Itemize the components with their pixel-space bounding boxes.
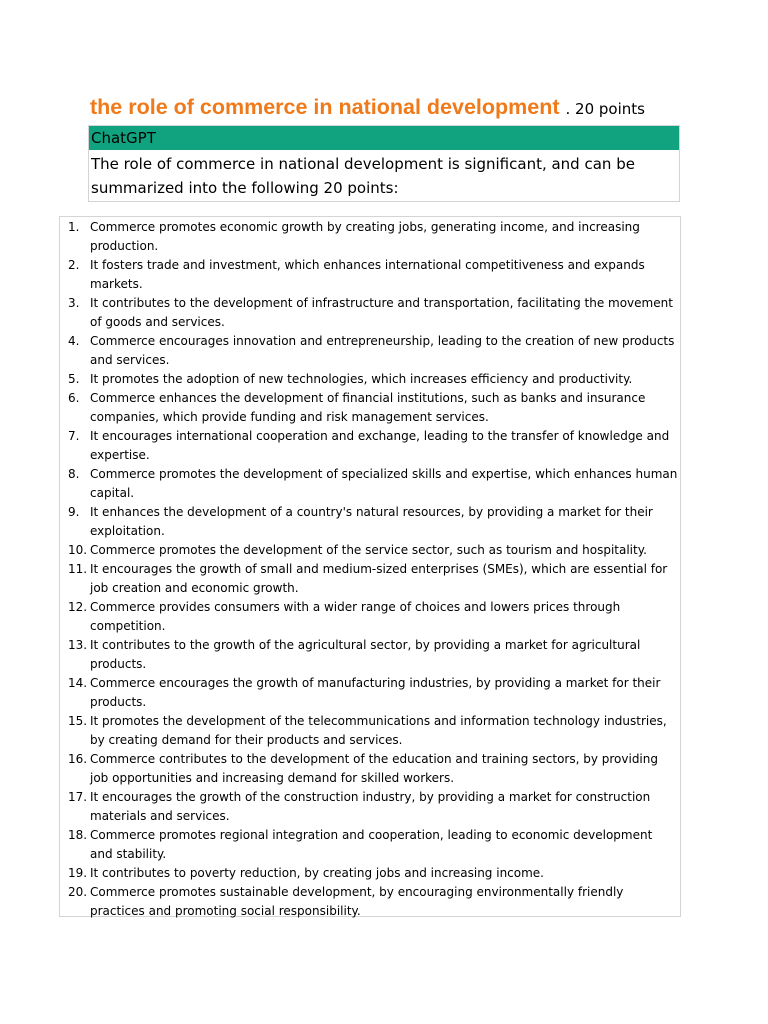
- list-item-number: 19.: [68, 866, 88, 880]
- list-item-number: 13.: [68, 638, 88, 652]
- list-item-number-cell: [60, 465, 90, 484]
- list-item-number: 10.: [68, 543, 88, 557]
- list-item-number-cell: [60, 389, 90, 408]
- intro-box: [88, 125, 680, 202]
- page-title: the role of commerce in national development: [90, 95, 560, 119]
- list-item-text: It contributes to poverty reduction, by creating jobs and increasing income.: [90, 866, 544, 880]
- list-item-number-cell: [60, 332, 90, 351]
- list-item-text: Commerce encourages innovation and entrepreneurship, leading to the creation of new products and services.: [90, 334, 675, 367]
- list-item-text: It promotes the development of the telecommunications and information technology industries, by creating demand for their products and services.: [90, 714, 667, 747]
- list-item-text: Commerce promotes the development of specialized skills and expertise, which enhances human capital.: [90, 467, 678, 500]
- list-item-number: 16.: [68, 752, 88, 766]
- list-item-number-cell: [60, 256, 90, 275]
- list-item-text: Commerce encourages the growth of manufacturing industries, by providing a market for their products.: [90, 676, 661, 709]
- list-item-number: 1.: [68, 220, 80, 234]
- list-item-number: 17.: [68, 790, 88, 804]
- list-item: [60, 883, 680, 921]
- list-item-number: 15.: [68, 714, 88, 728]
- list-item-text: Commerce promotes economic growth by creating jobs, generating income, and increasing production.: [90, 220, 640, 253]
- list-item: [60, 541, 680, 560]
- list-item-number-cell: [60, 883, 90, 902]
- list-item: [60, 370, 680, 389]
- list-item-text: It contributes to the development of infrastructure and transportation, facilitating the movement of goods and services.: [90, 296, 673, 329]
- list-item-text: Commerce contributes to the development of the education and training sectors, by providing job opportunities and increasing demand for skilled workers.: [90, 752, 658, 785]
- list-item-number-cell: [60, 712, 90, 731]
- list-item: [60, 332, 680, 370]
- list-item-number: 9.: [68, 505, 80, 519]
- list-item-number-cell: [60, 370, 90, 389]
- list-item: [60, 427, 680, 465]
- page-title-line: [90, 92, 730, 124]
- list-item: [60, 864, 680, 883]
- list-item-text: It fosters trade and investment, which enhances international competitiveness and expands markets.: [90, 258, 645, 291]
- list-item: [60, 503, 680, 541]
- list-item: [60, 389, 680, 427]
- list-item-text: It enhances the development of a country's natural resources, by providing a market for their exploitation.: [90, 505, 653, 538]
- list-item: [60, 598, 680, 636]
- list-item-text: It encourages international cooperation and exchange, leading to the transfer of knowledge and expertise.: [90, 429, 670, 462]
- list-item-text: Commerce provides consumers with a wider range of choices and lowers prices through competition.: [90, 600, 621, 633]
- list-item-text: It contributes to the growth of the agricultural sector, by providing a market for agricultural products.: [90, 638, 641, 671]
- list-item: [60, 560, 680, 598]
- list-item-number-cell: [60, 788, 90, 807]
- list-item-text: Commerce promotes sustainable development, by encouraging environmentally friendly practices and promoting social responsibility.: [90, 885, 624, 918]
- points-list-box: [59, 216, 681, 917]
- list-item-text: It encourages the growth of the construction industry, by providing a market for construction materials and services.: [90, 790, 651, 823]
- list-item: [60, 294, 680, 332]
- page-title-suffix: . 20 points: [565, 100, 645, 118]
- list-item-number: 18.: [68, 828, 88, 842]
- list-item-number-cell: [60, 864, 90, 883]
- list-item-text: Commerce enhances the development of financial institutions, such as banks and insurance companies, which provide funding and risk management services.: [90, 391, 646, 424]
- list-item-number: 6.: [68, 391, 80, 405]
- list-item-number: 5.: [68, 372, 80, 386]
- list-item-number: 8.: [68, 467, 80, 481]
- list-item-number: 2.: [68, 258, 80, 272]
- list-item-number: 4.: [68, 334, 80, 348]
- list-item-number-cell: [60, 636, 90, 655]
- source-label-bar: [89, 126, 679, 150]
- list-item: [60, 788, 680, 826]
- source-label: ChatGPT: [91, 129, 156, 147]
- list-item-number-cell: [60, 294, 90, 313]
- list-item-text: It encourages the growth of small and medium-sized enterprises (SMEs), which are essential for job creation and economic growth.: [90, 562, 668, 595]
- list-item-number-cell: [60, 560, 90, 579]
- list-item-text: It promotes the adoption of new technologies, which increases efficiency and productivity.: [90, 372, 633, 386]
- list-item: [60, 712, 680, 750]
- points-list: [60, 218, 680, 921]
- list-item-text: Commerce promotes regional integration and cooperation, leading to economic development and stability.: [90, 828, 653, 861]
- list-item: [60, 256, 680, 294]
- list-item-number: 12.: [68, 600, 88, 614]
- list-item: [60, 826, 680, 864]
- list-item-number: 20.: [68, 885, 88, 899]
- list-item-number: 14.: [68, 676, 88, 690]
- intro-paragraph: The role of commerce in national development is significant, and can be summarized into the following 20 points:: [91, 155, 635, 197]
- list-item-number: 7.: [68, 429, 80, 443]
- list-item-text: Commerce promotes the development of the service sector, such as tourism and hospitality.: [90, 543, 647, 557]
- list-item-number: 3.: [68, 296, 80, 310]
- list-item: [60, 465, 680, 503]
- list-item-number-cell: [60, 674, 90, 693]
- list-item-number-cell: [60, 826, 90, 845]
- list-item: [60, 636, 680, 674]
- list-item-number-cell: [60, 750, 90, 769]
- list-item-number: 11.: [68, 562, 88, 576]
- list-item: [60, 750, 680, 788]
- list-item: [60, 218, 680, 256]
- list-item-number-cell: [60, 541, 90, 560]
- list-item-number-cell: [60, 598, 90, 617]
- list-item: [60, 674, 680, 712]
- list-item-number-cell: [60, 218, 90, 237]
- list-item-number-cell: [60, 427, 90, 446]
- list-item-number-cell: [60, 503, 90, 522]
